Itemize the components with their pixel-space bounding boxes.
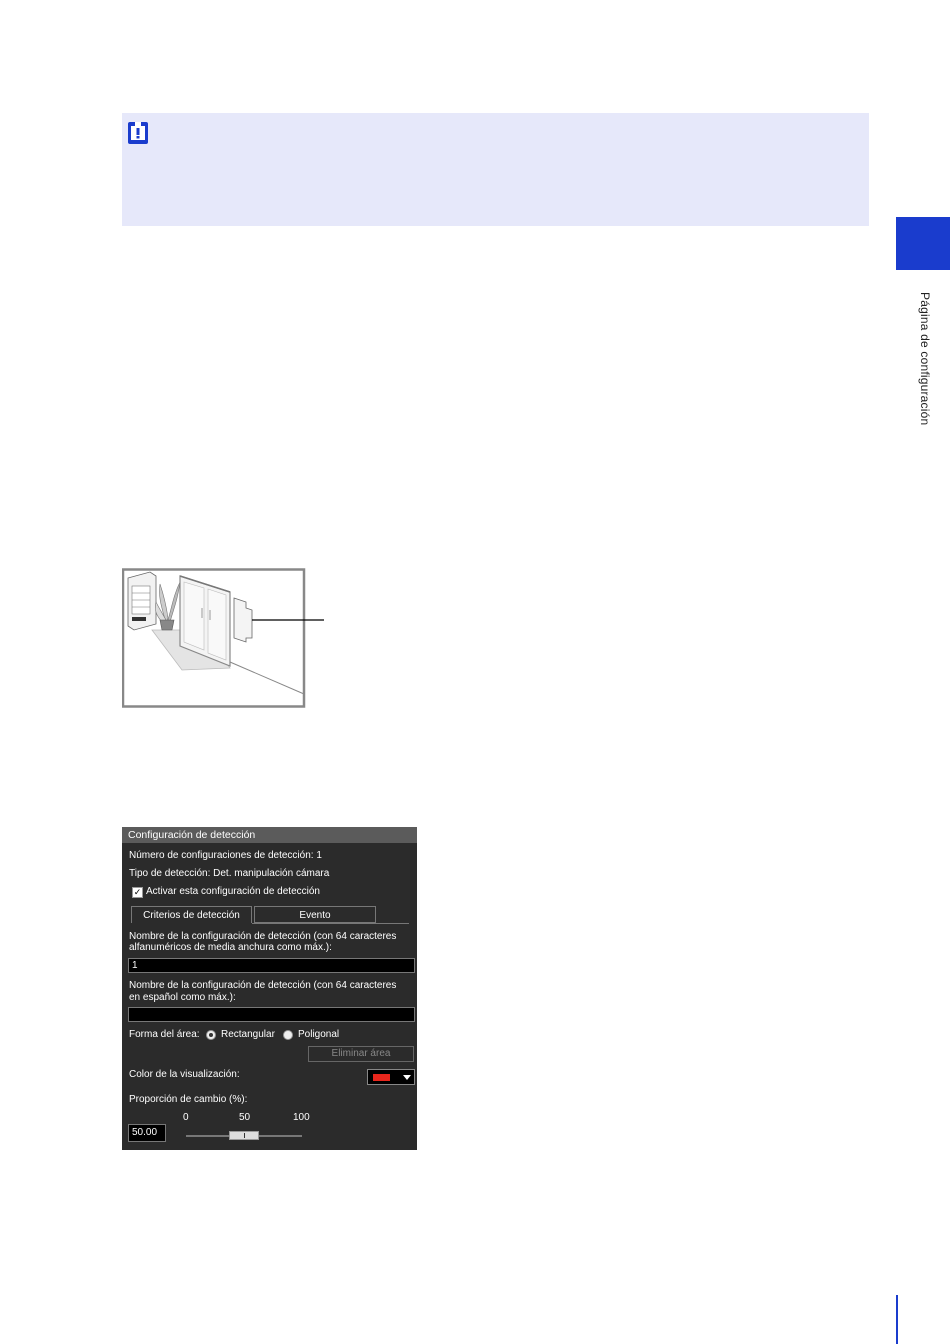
enable-detection-checkbox[interactable]: ✓ (133, 887, 142, 897)
tab-detection-criteria[interactable]: Criterios de detección (131, 906, 252, 923)
change-ratio-slider-thumb[interactable] (229, 1131, 259, 1140)
important-icon (127, 121, 149, 145)
detection-name-input[interactable]: 1 (128, 958, 415, 973)
section-tab-marker (896, 217, 950, 270)
name-field-2-label-line2: en español como máx.): (129, 992, 236, 1003)
slider-tick-mid: 50 (239, 1112, 251, 1123)
detection-name-spanish-input[interactable] (128, 1007, 415, 1022)
radio-polygonal-label: Poligonal (298, 1029, 340, 1040)
slider-tick-min: 0 (183, 1112, 189, 1123)
name-field-2-label-line1: Nombre de la configuración de detección (con 64 caracteres (129, 980, 397, 991)
important-note-box (122, 113, 869, 226)
slider-tick-max: 100 (293, 1112, 310, 1123)
tab-divider (252, 923, 409, 924)
change-ratio-input[interactable]: 50.00 (128, 1124, 166, 1142)
change-ratio-label: Proporción de cambio (%): (129, 1094, 248, 1105)
name-field-1-label-line1: Nombre de la configuración de detección (con 64 caracteres (129, 931, 397, 942)
detection-type-label: Tipo de detección: Det. manipulación cámara (129, 868, 330, 879)
radio-rectangular-label: Rectangular (221, 1029, 275, 1040)
enable-detection-label: Activar esta configuración de detección (146, 886, 320, 897)
area-shape-label: Forma del área: (129, 1029, 200, 1040)
detection-settings-panel (122, 827, 417, 1150)
color-swatch (373, 1074, 390, 1081)
chevron-down-icon (403, 1075, 411, 1080)
page-footer-line (896, 1295, 898, 1344)
delete-area-button[interactable]: Eliminar área (308, 1046, 414, 1062)
tab-event[interactable]: Evento (254, 906, 376, 923)
radio-polygonal[interactable] (283, 1030, 293, 1040)
radio-rectangular[interactable] (206, 1030, 216, 1040)
display-color-label: Color de la visualización: (129, 1069, 240, 1080)
side-section-label: Página de configuración (918, 292, 932, 426)
name-field-1-label-line2: alfanuméricos de media anchura como máx.): (129, 942, 332, 953)
detection-count-label: Número de configuraciones de detección: 1 (129, 850, 322, 861)
camera-tampering-illustration (122, 568, 332, 710)
display-color-select[interactable] (367, 1069, 415, 1085)
panel-title: Configuración de detección (122, 827, 417, 843)
